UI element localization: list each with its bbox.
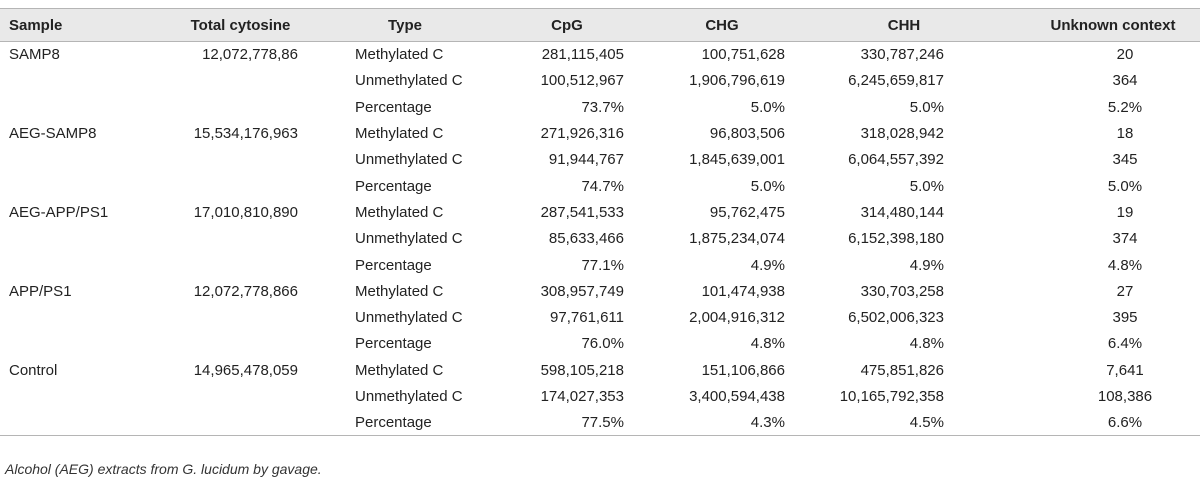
unknown-context-cell: 27 <box>1116 282 1134 300</box>
header-cpg: CpG <box>500 9 634 42</box>
type-cell: Percentage <box>355 98 432 116</box>
unknown-context-cell: 6.6% <box>998 410 1200 436</box>
unknown-context-cell: 5.2% <box>1107 98 1143 116</box>
total-cytosine-cell: 14,965,478,059 <box>193 361 298 379</box>
unknown-context-cell: 395 <box>1112 309 1138 327</box>
cpg-cell: 100,512,967 <box>540 72 624 90</box>
chh-cell: 4.5% <box>810 410 998 436</box>
chg-cell: 96,803,506 <box>709 125 785 143</box>
sample-cell: Control <box>9 361 58 379</box>
header-sample: Sample <box>0 9 165 42</box>
table-row <box>0 278 1200 304</box>
chg-cell: 3,400,594,438 <box>689 388 785 405</box>
chg-cell: 5.0% <box>750 98 785 116</box>
table-row <box>0 331 1200 357</box>
methylation-table <box>0 8 1200 436</box>
total-cytosine-cell: 12,072,778,866 <box>193 282 298 300</box>
table-row <box>0 68 1200 94</box>
cpg-cell: 281,115,405 <box>541 46 624 64</box>
unknown-context-cell: 5.0% <box>1107 177 1143 195</box>
sample-cell: AEG-APP/PS1 <box>9 203 109 221</box>
chh-cell: 6,502,006,323 <box>848 309 944 327</box>
chh-cell: 6,245,659,817 <box>848 72 944 90</box>
chg-cell: 100,751,628 <box>701 46 785 64</box>
chh-cell: 318,028,942 <box>860 125 944 143</box>
cpg-cell: 287,541,533 <box>540 203 624 221</box>
total-cytosine-cell: 15,534,176,963 <box>193 125 298 143</box>
chh-cell: 475,851,826 <box>860 361 944 379</box>
chg-cell: 4.3% <box>634 410 810 436</box>
unknown-context-cell: 4.8% <box>1107 256 1143 274</box>
cpg-cell: 77.5% <box>500 410 634 436</box>
cpg-cell: 174,027,353 <box>540 388 624 405</box>
unknown-context-cell: 345 <box>1112 151 1138 169</box>
type-cell: Methylated C <box>355 361 444 379</box>
unknown-context-cell: 6.4% <box>1107 335 1143 353</box>
table-row <box>0 173 1200 199</box>
sample-cell <box>0 331 165 357</box>
type-cell: Unmethylated C <box>355 388 463 405</box>
chh-cell: 6,064,557,392 <box>848 151 944 169</box>
sample-cell <box>0 410 165 436</box>
header-row <box>0 9 1200 42</box>
table-row <box>0 120 1200 146</box>
cpg-cell: 598,105,218 <box>540 361 624 379</box>
type-cell: Unmethylated C <box>355 230 463 248</box>
type-cell: Methylated C <box>355 46 444 64</box>
total-cytosine-cell <box>165 68 310 94</box>
unknown-context-cell: 19 <box>1116 203 1134 221</box>
total-cytosine-cell <box>165 304 310 330</box>
sample-cell <box>0 147 165 173</box>
table-row <box>0 252 1200 278</box>
unknown-context-cell: 7,641 <box>1106 361 1144 379</box>
unknown-context-cell: 364 <box>1112 72 1138 90</box>
chh-cell: 10,165,792,358 <box>839 388 944 405</box>
type-cell: Percentage <box>355 335 432 353</box>
chg-cell: 101,474,938 <box>701 282 785 300</box>
chg-cell: 2,004,916,312 <box>689 309 785 327</box>
cpg-cell: 97,761,611 <box>550 309 624 327</box>
cpg-cell: 77.1% <box>581 256 624 274</box>
total-cytosine-cell <box>165 331 310 357</box>
header-unknown-context: Unknown context <box>998 9 1200 42</box>
header-chg: CHG <box>634 9 810 42</box>
table-row <box>0 304 1200 330</box>
chg-cell: 5.0% <box>750 177 785 195</box>
table-row <box>0 226 1200 252</box>
table-body <box>0 42 1200 436</box>
total-cytosine-cell <box>165 173 310 199</box>
table-row <box>0 199 1200 225</box>
chh-cell: 330,703,258 <box>860 282 944 300</box>
cpg-cell: 85,633,466 <box>548 230 624 248</box>
cpg-cell: 271,926,316 <box>540 125 624 143</box>
table-row <box>0 147 1200 173</box>
total-cytosine-cell <box>165 252 310 278</box>
cpg-cell: 308,957,749 <box>540 282 624 300</box>
type-cell: Methylated C <box>355 203 444 221</box>
chg-cell: 151,106,866 <box>701 361 785 379</box>
header-chh: CHH <box>810 9 998 42</box>
sample-cell <box>0 94 165 120</box>
chh-cell: 314,480,144 <box>860 203 944 221</box>
sample-cell <box>0 226 165 252</box>
type-cell: Percentage <box>355 256 432 274</box>
cpg-cell: 91,944,767 <box>548 151 624 169</box>
total-cytosine-cell <box>165 94 310 120</box>
sample-cell <box>0 252 165 278</box>
sample-cell: APP/PS1 <box>9 282 72 300</box>
chh-cell: 330,787,246 <box>860 46 944 64</box>
unknown-context-cell: 18 <box>1116 125 1134 143</box>
total-cytosine-cell <box>165 147 310 173</box>
header-type: Type <box>310 9 500 42</box>
unknown-context-cell: 374 <box>1112 230 1138 248</box>
total-cytosine-cell: 12,072,778,86 <box>202 46 298 64</box>
sample-cell <box>0 68 165 94</box>
table-row <box>0 42 1200 68</box>
unknown-context-cell: 20 <box>1116 46 1134 64</box>
type-cell: Percentage <box>310 410 500 436</box>
sample-cell <box>0 383 165 409</box>
type-cell: Percentage <box>355 177 432 195</box>
table-row <box>0 410 1200 436</box>
sample-cell <box>0 173 165 199</box>
sample-cell: AEG-SAMP8 <box>9 125 97 143</box>
chh-cell: 4.9% <box>909 256 944 274</box>
chh-cell: 5.0% <box>909 98 944 116</box>
table-row <box>0 383 1200 409</box>
total-cytosine-cell <box>165 410 310 436</box>
chg-cell: 4.8% <box>750 335 785 353</box>
type-cell: Methylated C <box>355 125 444 143</box>
chg-cell: 1,906,796,619 <box>689 72 785 90</box>
sample-cell: SAMP8 <box>9 46 60 64</box>
table-footnote: Alcohol (AEG) extracts from G. lucidum by gavage. <box>5 461 322 477</box>
table-row <box>0 94 1200 120</box>
chh-cell: 6,152,398,180 <box>848 230 944 248</box>
type-cell: Unmethylated C <box>355 151 463 169</box>
chg-cell: 4.9% <box>750 256 785 274</box>
cpg-cell: 73.7% <box>581 98 624 116</box>
chg-cell: 95,762,475 <box>709 203 785 221</box>
chg-cell: 1,845,639,001 <box>689 151 785 169</box>
total-cytosine-cell <box>165 226 310 252</box>
chh-cell: 4.8% <box>909 335 944 353</box>
chg-cell: 1,875,234,074 <box>689 230 785 248</box>
table-row <box>0 357 1200 383</box>
total-cytosine-cell: 17,010,810,890 <box>193 203 298 221</box>
table-header <box>0 9 1200 42</box>
sample-cell <box>0 304 165 330</box>
cpg-cell: 76.0% <box>581 335 624 353</box>
unknown-context-cell: 108,386 <box>1097 388 1153 405</box>
type-cell: Unmethylated C <box>355 309 463 327</box>
cpg-cell: 74.7% <box>581 177 624 195</box>
header-total-cytosine: Total cytosine <box>165 9 310 42</box>
type-cell: Unmethylated C <box>355 72 463 90</box>
chh-cell: 5.0% <box>909 177 944 195</box>
total-cytosine-cell <box>165 383 310 409</box>
type-cell: Methylated C <box>355 282 444 300</box>
